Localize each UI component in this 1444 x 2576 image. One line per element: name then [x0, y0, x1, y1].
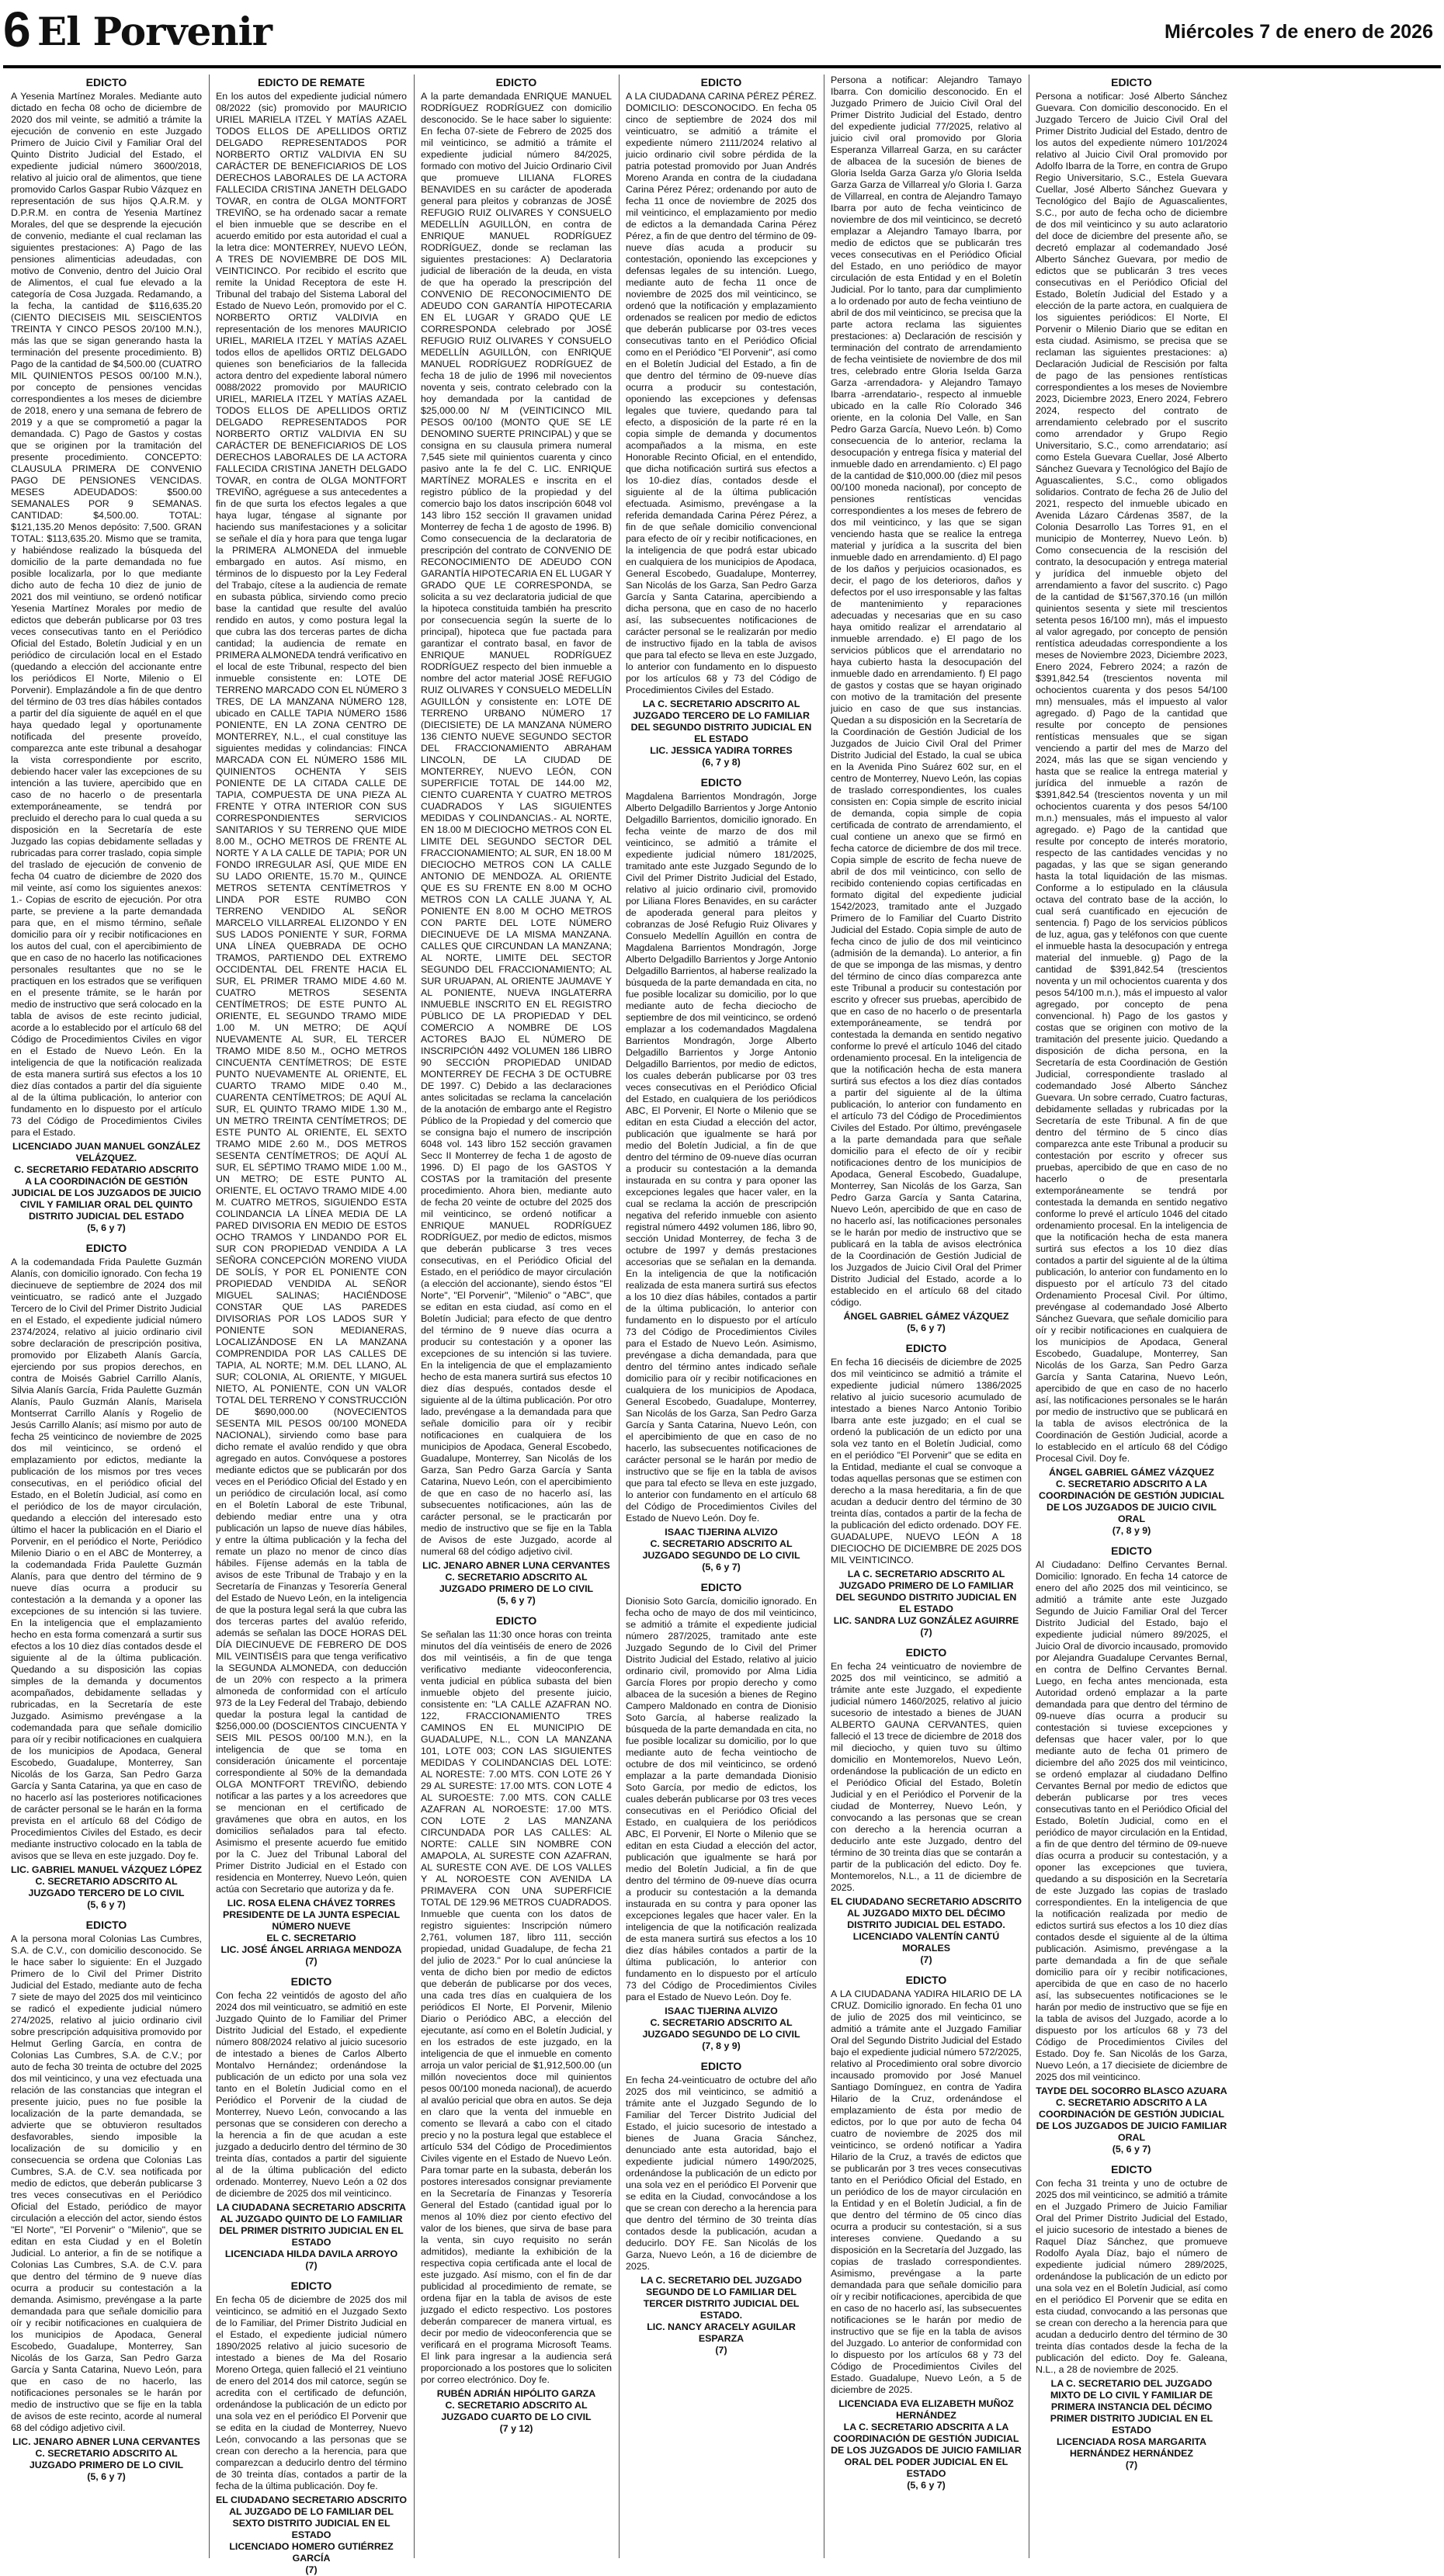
notice-signature: LA C. SECRETARIO ADSCRITO AL JUZGADO PRIMERO DE LO FAMILIAR DEL SEGUNDO DISTRITO JUDICIAL EN EL ESTADO LIC. SANDRA LUZ GONZÁLEZ AGUIRRE: [833, 1569, 1019, 1626]
notice-publication-dates: (5, 6 y 7): [87, 2471, 126, 2482]
notice-body: En fecha 24 veinticuatro de noviembre de 2025 dos mil veinticinco, se admitió a trámite ante este Juzgado, el expediente judicial número 1460/2025, relativo al juicio sucesorio de intestado a bienes de JUAN ALBERTO GAUNA CERVANTES, quien falleció el 13 trece de diciembre de 2018 dos mil dieciocho, y quien tuvo su último domicilio en Montemorelos, Nuevo León, ordenándose la publicación de un edicto en el Periódico Oficial del Estado, Boletín Judicial y en el Periódico el Porvenir de la ciudad de Monterrey, Nuevo León, y convocando a las personas que se crean con derecho a la herencia ocurran a deducirlo ante este Juzgado, dentro del término de 30 treinta días que se contarán a partir de la publicación del edicto. Doy fe. Montemorelos, N.L., a 11 de diciembre de 2025.: [831, 1661, 1022, 1893]
page-number: 6: [3, 2, 31, 57]
legal-notice: [831, 75, 1022, 1334]
notice-heading: EDICTO: [700, 76, 742, 88]
notice-publication-dates: (5, 6 y 7): [87, 1222, 126, 1233]
notice-publication-dates: (7, 8 y 9): [702, 2040, 741, 2051]
column-1: [5, 75, 210, 2558]
legal-notice: [831, 1974, 1022, 2491]
legal-notice: [626, 1581, 817, 2052]
column-3: [415, 75, 620, 2558]
legal-notice: [1036, 2163, 1227, 2471]
notice-signature: LA C. SECRETARIO ADSCRITO AL JUZGADO TERCERO DE LO FAMILIAR DEL SEGUNDO DISTRITO JUDICIAL EN EL ESTADO LIC. JESSICA YADIRA TORRES: [630, 699, 812, 756]
newspaper-name: El Porvenir: [37, 9, 272, 54]
notice-body: Con fecha 22 veintidós de agosto del año 2024 dos mil veinticuatro, se admitió en este Juzgado Quinto de lo Familiar del Primer Distrito Judicial del Estado, el expediente número 808/2024 relativo al juicio sucesorio de intestado a bienes de Carlos Alberto Montalvo Hernández; ordenándose la publicación de un edicto por una sola vez tanto en el Boletín Judicial como en el Periódico el Porvenir de la ciudad de Monterrey, Nuevo León, convocando a las personas que se consideren con derecho a la herencia a fin de que acudan a este juzgado a deducirlo dentro del término de 30 treinta días, contados a partir del siguiente al de la última publicación del edicto ordenado. Monterrey, Nuevo León a 02 dos de diciembre de 2025 dos mil veinticinco.: [216, 1990, 407, 2199]
column-2: [210, 75, 415, 2575]
notice-signature: ISAAC TIJERINA ALVIZO C. SECRETARIO ADSCRITO AL JUZGADO SEGUNDO DE LO CIVIL: [642, 2006, 800, 2040]
notice-body: Se señalan las 11:30 once horas con treinta minutos del día veintiséis de enero de 2026 dos mil veintiséis, a fin de que tenga verificativo mediante videoconferencia, venta judicial en pública subasta del bien inmueble objeto del presente juicio, consistente en: "LA CALLE AZAFRAN NO. 122, FRACCIONAMIENTO TRES CAMINOS EN EL MUNICIPIO DE GUADALUPE, N.L., CON LA MANZANA 101, LOTE 003; CON LAS SIGUIENTES MEDIDAS Y COLINDANCIAS DEL LOTE: AL NORESTE: 7.00 MTS. CON LOTE 26 Y 29 AL SURESTE: 17.00 MTS. CON LOTE 4 AL SUROESTE: 7.00 MTS. CON CALLE AZAFRAN AL NOROESTE: 17.00 MTS. CON LOTE 2 LAS MANZANA CIRCUNDADA POR LAS CALLES: AL NORTE: CALLE SIN NOMBRE CON AMAPOLA, AL SURESTE CON AZAFRAN, AL SURESTE CON AVE. DE LOS VALLES Y AL NOROESTE CON AVENIDA LA PRIMAVERA CON UNA SUPERFICIE TOTAL DE 129.96 METROS CUADRADOS. Inmueble que cuenta con los datos de registro siguientes: Inscripción número 2,761, volumen 187, libro 111, sección propiedad, unidad Guadalupe, de fecha 21 del julio de 2023." Por lo cual anúnciese la venta de dicho bien por medio de edictos que deberán de publicarse por dos veces, una cada tres días en cualquiera de los periódicos El Norte, El Porvenir, Milenio Diario o Periódico ABC, a elección del ejecutante, así como en el Boletín Judicial, y en los estrados de este juzgado, en la inteligencia de que el inmueble en comento arroja un valor pericial de $1,912,500.00 (un millón novecientos doce mil quinientos pesos 00/100 moneda nacional), de acuerdo al avalúo pericial que obra en autos. Se deja en claro que la venta del inmueble en comento se llevará a cabo con el citado precio y no la postura legal que establece el artículo 534 del Código de Procedimientos Civiles vigente en el Estado de Nuevo León. Para tomar parte en la subasta, deberán los postores interesados consignar previamente en la Secretaría de Finanzas y Tesorería General del Estado (cantidad igual por lo menos al 10% diez por ciento efectivo del valor de los bienes, que sirva de base para la venta, sin cuyo requisito no serán admitidos), mediante la exhibición de la respectiva copia certificada ante el local de este juzgado. Así mismo, con el fin de dar publicidad al procedimiento de remate, se ordena fijar en la tabla de avisos de este juzgado el edicto respectivo. Los postores deberán comparecer de manera virtual, es decir por medio de videoconferencia que se verificará en el programa Microsoft Teams. El link para ingresar a la audiencia será proporcionado a los postores que lo soliciten por correo electrónico. Doy fe.: [421, 1629, 612, 2385]
legal-notice: [11, 1242, 202, 1911]
notice-body: En fecha 16 dieciséis de diciembre de 2025 dos mil veinticinco se admitió a trámite el expediente judicial número 1386/2025 relativo al juicio sucesorio acumulado de intestado a bienes Narco Antonio Toribio Ibarra ante este juzgado; en el cual se ordenó la publicación de un edicto por una sola vez tanto en el Boletín Judicial, como en el periódico "El Porvenir" que se edita en la Entidad, mediante el cual se convoque a todas aquellas personas que se estimen con derecho a la masa hereditaria, a fin de que acudan a deducir dentro del término de 30 treinta días, contados a partir de la fecha de la publicación del edicto ordenado. DOY FE. GUADALUPE, NUEVO LEÓN A 18 DIECIOCHO DE DICIEMBRE DE 2025 DOS MIL VEINTICINCO.: [831, 1357, 1022, 1565]
notice-heading: EDICTO: [1111, 2163, 1152, 2176]
notice-body: A la codemandada Frida Paulette Guzmán Alanís, con domicilio ignorado. Con fecha 19 diecinueve de septiembre de 2024 dos mil veinticuatro, se radicó ante el Juzgado Tercero de lo Civil del Primer Distrito Judicial en el Estado, el expediente judicial número 2374/2024, relativo al juicio ordinario civil sobre declaración de prescripción positiva, promovido por Elizabeth Alanís García, ejerciendo por sus propios derechos, en contra de Moisés Gabriel Carrillo Alanís, Silvia Alanís García, Frida Paulette Guzmán Alanís, Paulo Guzmán Alanís, Marisela Montserrat Carrillo Alanís y Rogelio de Jesús Carrillo Alanís; así mismo por auto de fecha 25 veinticinco de noviembre de 2025 dos mil veinticinco, se ordenó el emplazamiento por edictos, mediante la publicación de los mismos por tres veces consecutivas, en el periódico oficial del Estado, en el Boletín Judicial, así como en el periódico de los de mayor circulación, quedando a elección del interesado esto último el hacer la publicación en el Diario el Porvenir, en el periódico el Norte, Periódico Milenio Diario o en el ABC de Monterrey, a la codemandada Frida Paulette Guzmán Alanís, para que dentro del término de 9 nueve días ocurra a producir su contestación a la demanda y a oponer las excepciones de su intención si las tuviere. En la inteligencia que el emplazamiento hecho en esta forma comenzará a surtir sus efectos a los 10 diez días contados desde el siguiente al de la última publicación. Quedando a su disposición las copias simples de la demanda y documentos acompañados, debidamente selladas y rubricadas, en la Secretaría de este Juzgado. Asimismo prevéngase a la codemandada para que señale domicilio para oír y recibir notificaciones en cualquiera de los municipios de Apodaca, General Escobedo, Guadalupe, Monterrey, San Nicolás de los Garza, San Pedro Garza García y Santa Catarina, ya que en caso de no hacerlo así las posteriores notificaciones de carácter personal se le harán en la forma prevista en el artículo 68 del Código de Procedimientos Civiles del Estado, es decir mediante instructivo colocado en la tabla de avisos que se lleva en este juzgado. Doy fe.: [11, 1257, 202, 1861]
masthead-rule: [3, 65, 1441, 68]
legal-notice: [1036, 1545, 1227, 2155]
notice-publication-dates: (5, 6 y 7): [907, 2480, 946, 2491]
notice-body: A Yesenia Martínez Morales. Mediante auto dictado en fecha 08 ocho de diciembre de 2020 dos mil veinte, se admitió a trámite la ejecución de convenio en este Juzgado Primero de Juicio Civil y Familiar Oral del Quinto Distrito Judicial del Estado, el expediente judicial número 3600/2018, relativo al juicio oral de alimentos, que tiene promovido Carlos Gaspar Rubio Vázquez en representación de sus hijos Q.A.R.M. y D.P.R.M. en contra de Yesenia Martínez Morales, del que se desprende la ejecución de convenio, mediante el cual reclaman las siguientes prestaciones: A) Pago de las pensiones alimenticias adeudadas, con motivo de Convenio, dentro del Juicio Oral de Alimentos, el cual fue elevado a la categoría de Cosa Juzgada. Redamando, a la fecha, la cantidad de $116,635.20 (CIENTO DIECISEIS MIL SEISCIENTOS TREINTA Y CINCO PESOS 20/100 M.N.), más las que se sigan generando hasta la terminación del presente procedimiento. B) Pago de la cantidad de $4,500.00 (CUATRO MIL QUINIENTOS PESOS 00/100 M.N.), por concepto de pensiones vencidas correspondientes a los meses de diciembre de 2018, enero y una semana de febrero de 2019 y a que se comprometió a pagar la demandada. C) Pago de Gastos y costas que se originen por la tramitación del presente procedimiento. CONCEPTO: CLAUSULA PRIMERA DE CONVENIO PAGO DE PENSIONES VENCIDAS. MESES ADEUDADOS: $500.00 SEMANALES POR 9 SEMANAS. CANTIDAD: $4,500.00. TOTAL: $121,135.20 Menos depósito: 7,500. GRAN TOTAL: $113,635.20. Mismo que se tramita, y habiéndose realizado la búsqueda del domicilio de la parte demandada no fue posible localizarla, por lo que mediante dicho auto de fecha 10 diez de junio de 2021 dos mil veintiuno, se ordenó notificar Yesenia Martínez Morales por medio de edictos que deberán publicarse por 03 tres veces consecutivas tanto en el Periódico Oficial del Estado, Boletín Judicial y en un periódico de circulación local en el Estado (quedando a elección del accionante entre los periódicos El Norte, Milenio o El Porvenir). Emplazándole a fin de que dentro del término de 03 tres días hábiles contados a partir del día siguiente de aquél en el que haya quedado legal y oportunamente notificada del presente proveído, comparezca ante este tribunal a desahogar la vista correspondiente por escrito, debiendo hacer valer las excepciones de su intención a las tuviere, apercibido que en caso de no hacerlo o de presentarla extemporáneamente, se tendrá por precluido el derecho para lo cual queda a su disposición en la Secretaría de este Juzgado las copias debidamente selladas y rubricadas para correr traslado, copia simple del traslado de ejecución de convenio de fecha 04 cuatro de diciembre de 2020 dos mil veinte, así como los siguientes anexos: 1.- Copias de escrito de ejecución. Por otra parte, se previene a la parte demandada para que, en el mismo término, señale domicilio para oír y recibir notificaciones en los autos del cual, con el apercibimiento de que en caso de no hacerlo las notificaciones personales resultantes que no se le practiquen en los estrados que se verifiquen en el presente trámite, se le harán por medio de instructivo que será colocado en la tabla de avisos de este recinto judicial, acorde a lo establecido por el artículo 68 del Código de Procedimientos Civiles en vigor en el Estado de Nuevo León. En la inteligencia de que la notificación realizada de esta manera surtirá sus efectos a los 10 diez días contados a partir del día siguiente al de la última publicación, lo anterior con fundamento en lo dispuesto por el artículo 73 del Código de Procedimientos Civiles para el Estado.: [11, 91, 202, 1138]
notice-heading: EDICTO: [85, 1919, 127, 1931]
notice-body: Al Ciudadano: Delfino Cervantes Bernal. Domicilio: Ignorado. En fecha 14 catorce de enero del año 2025 dos mil veinticinco, se admitió a trámite ante este Juzgado Segundo de Juicio Familiar Oral del Tercer Distrito Judicial del Estado, bajo el expediente judicial número 89/2025, el Juicio Oral de divorcio incausado, promovido por Alejandra Guadalupe Cervantes Bernal, en contra de Delfino Cervantes Bernal. Luego, en fecha antes mencionada, esta Autoridad ordenó emplazar a la parte demandada para que dentro del término de 09-nueve días ocurra a producir su contestación si tuviese excepciones y defensas que hacer valer, por lo que mediante auto de fecha 01 primero de diciembre del año 2025 dos mil veinticinco, se ordenó emplazar al ciudadano Delfino Cervantes Bernal por medio de edictos que deberán publicarse por tres veces consecutivas tanto en el Periódico Oficial del Estado, Boletín Judicial, como en el periódico de mayor circulación en la Entidad, a fin de que dentro del término de 09-nueve días ocurra a producir su contestación, y a oponer las excepciones que tuviera, quedando a su disposición en la Secretaría de este Juzgado las copias de traslado correspondientes. En la inteligencia de que la notificación realizada por medio de edictos surtirá sus efectos a los 10 diez días contados desde el siguiente al de la última publicación. Asimismo, prevéngase a la parte demandada a fin de que señale domicilio para oír y recibir notificaciones, apercibida de que en caso de no hacerlo así, las subsecuentes notificaciones se le harán por medio de instructivo que se fije en la tabla de avisos del Juzgado, acorde a lo dispuesto por los artículos 68 y 73 del Código de Procedimientos Civiles del Estado. Doy fe. San Nicolás de los Garza, Nuevo León, a 17 diecisiete de diciembre de 2025 dos mil veinticinco.: [1036, 1559, 1227, 2082]
notice-signature: LA CIUDADANA SECRETARIO ADSCRITA AL JUZGADO QUINTO DE LO FAMILIAR DEL PRIMER DISTRITO JUDICIAL EN EL ESTADO LICENCIADA HILDA DAVILA ARROYO: [217, 2202, 406, 2259]
notice-signature: LA C. SECRETARIO DEL JUZGADO MIXTO DE LO CIVIL Y FAMILIAR DE PRIMERA INSTANCIA DEL DÉCIMO PRIMER DISTRITO JUDICIAL EN EL ESTADO LICENCIADA ROSA MARGARITA HERNÁNDEZ HERNÁNDEZ: [1050, 2378, 1213, 2459]
notice-publication-dates: (7): [715, 2345, 727, 2356]
masthead: [0, 0, 1444, 68]
notice-heading: EDICTO: [495, 1614, 537, 1627]
notice-publication-dates: (5, 6 y 7): [497, 1595, 536, 1606]
notice-heading: EDICTO: [1111, 1545, 1152, 1557]
notice-heading: EDICTO: [85, 1242, 127, 1254]
notice-signature: LIC. JENARO ABNER LUNA CERVANTES C. SECRETARIO ADSCRITO AL JUZGADO PRIMERO DE LO CIVIL: [12, 2436, 200, 2470]
notice-columns: [5, 75, 1439, 2575]
notice-publication-dates: (5, 6 y 7): [702, 1562, 741, 1572]
notice-body: Dionisio Soto García, domicilio ignorado. En fecha ocho de mayo de dos mil veinticinco, se admitió a trámite el expediente judicial número 287/2025, tramitado ante este Juzgado Segundo de lo Civil del Primer Distrito Judicial del Estado, relativo al juicio ordinario civil, promovido por Alma Lidia García Flores por propio derecho y como albacea de la sucesión a bienes de Regino Campero Maldonado en contra de Dionisio Soto García, al haberse realizado la búsqueda de la parte demandada en cita, no fue posible localizar su domicilio, por lo que mediante auto de fecha veintiocho de octubre de dos mil veinticinco, se ordenó emplazar a la parte demandada Dionisio Soto García, por medio de edictos, los cuales deberán publicarse por 03 tres veces consecutivas en el Periódico Oficial del Estado, en cualquiera de los periódicos ABC, El Porvenir, El Norte o Milenio que se editan en esta Ciudad a elección del actor, publicación que igualmente se hará por medio del Boletín Judicial, a fin de que dentro del término de 09-nueve días ocurra a producir su contestación a la demanda instaurada en su contra y para oponer las excepciones legales que hacer valer. En la inteligencia de que la notificación realizada de esta manera surtirá sus efectos a los 10 diez días hábiles contados a partir de la última publicación, lo anterior con fundamento en lo dispuesto por el artículo 73 del Código de Procedimientos Civiles para el Estado de Nuevo León. Doy fe.: [626, 1596, 817, 2002]
notice-heading: EDICTO: [905, 1974, 947, 1986]
legal-notice: [216, 2280, 407, 2576]
notice-signature: LIC. GABRIEL MANUEL VÁZQUEZ LÓPEZ C. SECRETARIO ADSCRITO AL JUZGADO TERCERO DE LO CIVIL: [11, 1864, 202, 1898]
column-6: [1029, 75, 1234, 2558]
notice-signature: LA C. SECRETARIO DEL JUZGADO SEGUNDO DE LO FAMILIAR DEL TERCER DISTRITO JUDICIAL DEL ESTADO. LIC. NANCY ARACELY AGUILAR ESPARZA: [640, 2275, 802, 2344]
legal-notice: [626, 776, 817, 1573]
notice-body: A la parte demandada ENRIQUE MANUEL RODRÍGUEZ RODRÍGUEZ con domicilio desconocido. Se le hace saber lo siguiente: En fecha 07-siete de Febrero de 2025 dos mil veinticinco, se admitió a trámite el expediente judicial número 84/2025, formado con motivo del Juicio Ordinario Civil que promueve LILIANA FLORES BENAVIDES en su carácter de apoderada general para pleitos y cobranzas de JOSÉ REFUGIO RUIZ OLIVARES Y CONSUELO MEDELLÍN AGUILLÓN, en contra de ENRIQUE MANUEL RODRÍGUEZ RODRÍGUEZ, donde se reclaman las siguientes prestaciones: A) Declaratoria judicial de liberación de la deuda, en vista de que ha operado la prescripción del CONVENIO DE RECONOCIMIENTO DE ADEUDO CON GARANTÍA HIPOTECARIA EN EL LUGAR Y GRADO QUE LE CORRESPONDA celebrado por JOSÉ REFUGIO RUIZ OLIVARES Y CONSUELO MEDELLÍN AGUILLÓN, con ENRIQUE MANUEL RODRÍGUEZ RODRÍGUEZ de fecha 18 de julio de 1996 mil novecientos noventa y seis, contrato celebrado con la hoy demandada por la cantidad de $25,000.00 N/ M (VEINTICINCO MIL PESOS 00/100 (MONTO QUE SE LE DENOMINO SUERTE PRINCIPAL) y que se consigna en su clausula primera numeral 7,545 siete mil quinientos cuarenta y cinco pasivo ante la fe del C. LIC. ENRIQUE MARTÍNEZ MORALES e inscrita en el registro público de la propiedad y del comercio bajo los datos inscripción 6048 vol 143 libro 152 sección II gravamen unidad Monterrey de fecha 1 de agosto de 1996. B) Como consecuencia de la declaratoria de prescripción del contrato de CONVENIO DE RECONOCIMIENTO DE ADEUDO CON GARANTÍA HIPOTECARIA EN EL LUGAR Y GRADO QUE LE CORRESPONDA, se solicita a su vez declaratoria judicial de que la hipoteca constituida también ha prescrito por consecuencia según la suerte de lo principal), hipoteca que fue pactada para garantizar el contrato basal, en favor de ENRIQUE MANUEL RODRÍGUEZ RODRÍGUEZ respecto del bien inmueble a nombre del actor material JOSÉ REFUGIO RUIZ OLIVARES Y CONSUELO MEDELLÍN AGUILLÓN y consistente en: LOTE DE TERRENO URBANO NÚMERO 17 (DIECISIETE) DE LA MANZANA NÚMERO 136 CIENTO NUEVE SEGUNDO SECTOR DEL FRACCIONAMIENTO ABRAHAM LINCOLN, DE LA CIUDAD DE MONTERREY, NUEVO LEÓN, CON SUPERFICIE TOTAL DE 144.00 M2, CIENTO CUARENTA Y CUATRO METROS CUADRADOS Y LAS SIGUIENTES MEDIDAS Y COLINDANCIAS.- AL NORTE, EN 18.00 M DIECIOCHO METROS CON EL LIMITE DEL SEGUNDO SECTOR DEL FRACCIONAMIENTO; AL SUR, EN 18.00 M DIECIOCHO METROS CON LA CALLE ANTONIO DE MENDOZA. AL ORIENTE QUE ES SU FRENTE EN 8.00 M OCHO METROS CON LA CALLE JUANA Y, AL PONIENTE EN 8.00 M OCHO METROS CON PARTE DEL LOTE NÚMERO DIECINUEVE DE LA MISMA MANZANA. CALLES QUE CIRCUNDAN LA MANZANA; AL NORTE, LIMITE DEL SECTOR SEGUNDO DEL FRACCIONAMIENTO; AL SUR URUAPAN, AL ORIENTE JAUMAVE Y AL PONIENTE, NUEVA INGLATERRA INMUEBLE INSCRITO EN EL REGISTRO PÚBLICO DE LA PROPIEDAD Y DEL COMERCIO A NOMBRE DE LOS ACTORES BAJO EL NÚMERO DE INSCRIPCIÓN 4492 VOLUMEN 186 LIBRO 90 SECCIÓN PROPIEDAD UNIDAD MONTERREY DE FECHA 3 DE OCTUBRE DE 1997. C) Debido a las declaraciones antes solicitadas se reclama la cancelación de la anotación de embargo ante el Registro Público de la Propiedad y del comercio que se consigna bajo el numero de inscripción 6048 vol. 143 libro 152 sección gravamen Secc II Monterrey de fecha 1 de agosto de 1996. D) El pago de los GASTOS Y COSTAS por la tramitación del presente procedimiento. Ahora bien, mediante auto de fecha 20 veinte de octubre del 2025 dos mil veinticinco, se ordenó notificar a ENRIQUE MANUEL RODRÍGUEZ RODRÍGUEZ, por medio de edictos, mismos que deberán publicarse 3 tres veces consecutivas, en el Periódico Oficial del Estado, en el periódico de mayor circulación (a elección del accionante), siendo éstos "El Norte", "El Porvenir", "Milenio" o "ABC", que se editan en esta ciudad, así como en el Boletín Judicial; para efecto de que dentro del término de 9 nueve días ocurra a producir su contestación y a oponer las excepciones de su intención si las tuviere. En la inteligencia de que el emplazamiento hecho de esta manera surtirá sus efectos 10 diez días después, contados desde el siguiente al de la última publicación. Por otro lado, prevéngase a la demandada para que señale domicilio para oír y recibir notificaciones en cualquiera de los municipios de Apodaca, General Escobedo, Guadalupe, Monterrey, San Nicolás de los Garza, San Pedro Garza García y Santa Catarina, Nuevo León, con el apercibimiento de que en caso de no hacerlo así, las subsecuentes notificaciones, aún las de carácter personal, se le practicarán por medio de instructivo que se fije en la Tabla de Avisos de este Juzgado, acorde al numeral 68 del código adjetivo civil.: [421, 91, 612, 1557]
notice-publication-dates: (7): [1125, 2460, 1138, 2470]
notice-publication-dates: (7): [305, 2564, 318, 2575]
notice-body: Magdalena Barrientos Mondragón, Jorge Alberto Delgadillo Barrientos y Jorge Antonio Delgadillo Barrientos, domicilio ignorado. En fecha veinte de marzo de dos mil veinticinco, se admitió a trámite el expediente judicial número 181/2025, tramitado ante este Juzgado Segundo de lo Civil del Primer Distrito Judicial del Estado, relativo al juicio ordinario civil, promovido por Liliana Flores Benavides, en su carácter de apoderada general para pleitos y cobranzas de José Refugio Ruiz Olivares y Consuelo Medellín Aguillón en contra de Magdalena Barrientos Mondragón, Jorge Alberto Delgadillo Barrientos y Jorge Antonio Delgadillo Barrientos, al haberse realizado la búsqueda de la parte demandada en cita, no fue posible localizar su domicilio, por lo que mediante auto de fecha dieciocho de septiembre de dos mil veinticinco, se ordenó emplazar a los codemandados Magdalena Barrientos Mondragón, Jorge Alberto Delgadillo Barrientos y Jorge Antonio Delgadillo Barrientos, por medio de edictos, los cuales deberán publicarse por 03 tres veces consecutivas en el Periódico Oficial del Estado, en cualquiera de los periódicos ABC, El Porvenir, El Norte o Milenio que se editan en esta Ciudad a elección del actor, publicación que igualmente se hará por medio del Boletín Judicial, a fin de que dentro del término de 09-nueve días ocurran a producir su contestación a la demanda instaurada en su contra y para oponer las excepciones legales que hacer valer, en la cual se reclama la acción de prescripción negativa del referido inmueble con asiento registral número 4492 volumen 186, libro 90, sección Unidad Monterrey, de fecha 3 de octubre de 1997 y demás prestaciones accesorias que se señalan en la demanda. En la inteligencia de que la notificación realizada de esta manera surtirá sus efectos a los 10 diez días hábiles, contados a partir de la última publicación, lo anterior con fundamento en lo dispuesto por el artículo 73 del Código de Procedimientos Civiles para el Estado de Nuevo León. Asimismo, prevéngase a dicha demandada, para que dentro del término antes indicado señale domicilio para oír y recibir notificaciones en cualquiera de los municipios de Apodaca, General Escobedo, Guadalupe, Monterrey, San Nicolás de los Garza, San Pedro Garza García y Santa Catarina, Nuevo León, con el apercibimiento de que en caso de no hacerlo, las subsecuentes notificaciones de carácter personal se le harán por medio de instructivo que se fije en la tabla de avisos que para tal efecto se lleva en este juzgado, lo anterior con fundamento en el artículo 68 del Código de Procedimientos Civiles del Estado de Nuevo León. Doy fe.: [626, 791, 817, 1524]
notice-signature: ÁNGEL GABRIEL GÁMEZ VÁZQUEZ: [843, 1311, 1009, 1322]
notice-publication-dates: (6, 7 y 8): [702, 757, 741, 768]
notice-signature: EL CIUDADANO SECRETARIO ADSCRITO AL JUZGADO MIXTO DEL DÉCIMO DISTRITO JUDICIAL DEL ESTADO. LICENCIADO VALENTÍN CANTÚ MORALES: [831, 1896, 1022, 1954]
legal-notice: [831, 1646, 1022, 1966]
notice-body: A la persona moral Colonias Las Cumbres, S.A. de C.V., con domicilio desconocido. Se le hace saber lo siguiente: En el Juzgado Primero de lo Civil del Primer Distrito Judicial del Estado, mediante auto de fecha 7 siete de mayo del 2025 dos mil veinticinco se radicó el expediente judicial número 274/2025, relativo al juicio ordinario civil sobre prescripción adquisitiva promovido por Helmut Gerling García, en contra de Colonias Las Cumbres, S.A. de C.V.; por auto de fecha 30 treinta de octubre del 2025 dos mil veinticinco, y una vez efectuada una relación de las constancias que integran el presente juicio, pues no fue posible la localización de la parte demandada, se advierte que se obtuvieron resultados desfavorables, siendo imposible la localización de su domicilio y en consecuencia se ordena que Colonias Las Cumbres, S.A. de C.V. sea notificada por medio de edictos, que deberán publicarse 3 tres veces consecutivas en el Periódico Oficial del Estado, periódico de mayor circulación a elección del actor, siendo éstos "El Norte", "El Porvenir" o "Milenio", que se editan en esta Ciudad y en el Boletín Judicial. Lo anterior, a fin de se notifique a Colonias Las Cumbres, S.A. de C.V. para que dentro del término de 9 nueve días ocurra a producir su contestación a la demanda. Asimismo, prevéngase a la parte demandada para que señale domicilio para oír y recibir notificaciones en cualquiera de los municipios de Apodaca, General Escobedo, Guadalupe, Monterrey, San Nicolás de los Garza, San Pedro Garza García y Santa Catarina, Nuevo León, para que en caso de no hacerlo, las notificaciones personales se le harán por medio de instructivo que se fije en la tabla de avisos de este recinto, acorde al numeral 68 del código adjetivo civil.: [11, 1933, 202, 2433]
legal-notice: [831, 1342, 1022, 1638]
notice-heading: EDICTO: [290, 1975, 332, 1988]
notice-signature: TAYDE DEL SOCORRO BLASCO AZUARA C. SECRETARIO ADSCRITO A LA COORDINACIÓN DE GESTIÓN JUDICIAL DE LOS JUZGADOS DE JUICIO FAMILIAR ORAL: [1036, 2085, 1227, 2143]
notice-body: Persona a notificar: Alejandro Tamayo Ibarra. Con domicilio desconocido. En el Juzgado Primero de Juicio Civil Oral del Primer Distrito Judicial del Estado, dentro del expediente judicial 77/2025, relativo al juicio civil oral promovido por Gloria Esperanza Villarreal Garza, en su carácter de albacea de la sucesión de bienes de Gloria Iselda Garza Garza y/o Gloria Iselda Garza Garza de Villarreal y/o Gloria I. Garza de Villarreal, en contra de Alejandro Tamayo Ibarra por auto de fecha veinticinco de noviembre de dos mil veinticinco, se decretó emplazar a Alejandro Tamayo Ibarra, por medio de edictos que se publicarán tres veces consecutivas en el Periódico Oficial del Estado, en uno periódico de mayor circulación de esta Entidad y en el Boletín Judicial. Por lo tanto, para dar cumplimiento a lo ordenado por auto de fecha veintiuno de abril de dos mil veinticinco, se precisa que la parte actora reclama las siguientes prestaciones: a) Declaración de rescisión y terminación del contrato de arrendamiento de fecha veintisiete de noviembre de dos mil tres, celebrado entre Gloria Iselda Garza Garza -arrendadora- y Alejandro Tamayo Ibarra -arrendatario-, respecto al inmueble ubicado en la calle Río Colorado 346 oriente, en la colonia Del Valle, en San Pedro Garza García, Nuevo León. b) Como consecuencia de lo anterior, reclama la desocupación y entrega física y material del inmueble dado en arrendamiento. c) El pago de la cantidad de $10,000.00 (diez mil pesos 00/100 moneda nacional), por concepto de pensiones rentísticas vencidas correspondientes a los meses de febrero de dos mil veinticinco, y las que se sigan venciendo hasta que se realice la entrega material y jurídica a la suscrita del bien inmueble dado en arrendamiento. d) El pago de los daños y perjuicios ocasionados, es decir, el pago de los deterioros, daños y defectos por el uso irresponsable y las faltas de mantenimiento y reparaciones adecuadas y necesarias que en su caso haya omitido realizar el arrendatario al inmueble arrendado. e) El pago de los servicios públicos que el arrendatario no haya cubierto hasta la desocupación del inmueble dado en arrendamiento. f) El pago de gastos y costas que se hayan originado con motivo de la tramitación del presente juicio en caso de que sus instancias. Quedan a su disposición en la Secretaría de la Coordinación de Gestión Judicial de los Juzgados de Juicio Civil Oral del Primer Distrito Judicial del Estado, la cual se ubica en la Avenida Pino Suárez 602 sur, en el centro de Monterrey, Nuevo León, las copias de traslado correspondientes, los cuales consisten en: Copia simple de escrito inicial de demanda, copia simple de copia certificada de contrato de arrendamiento, el cual contiene un anexo que se firmó en fecha catorce de diciembre de dos mil trece. Copia simple de escrito de fecha nueve de abril de dos mil veinticinco, con sello de recibido conteniendo copias certificadas en formato digital del expediente judicial 1542/2023, tramitado ante el Juzgado Primero de lo Familiar del Cuarto Distrito Judicial del Estado. Copia simple de auto de fecha cinco de julio de dos mil veinticinco (admisión de la demanda). Lo anterior, a fin de que se imponga de las mismas, y dentro del término de cinco días comparezca ante este Tribunal a producir su contestación por escrito y ofrecer sus pruebas, apercibido de que en caso de no hacerlo o de presentarla extemporáneamente, se tendrá por contestada la demanda en sentido negativo conforme lo prevé el artículo 1046 del citado ordenamiento procesal. En la inteligencia de que la notificación hecha de esta manera surtirá sus efectos a los diez días contados a partir del siguiente al de la última publicación, lo anterior con fundamento en el artículo 73 del Código de Procedimientos Civiles del Estado. Por último, prevéngasele a la parte demandada para que señale domicilio para el efecto de oír y recibir notificaciones dentro de los municipios de Apodaca, General Escobedo, Guadalupe, Monterrey, San Nicolás de los Garza, San Pedro Garza García y Santa Catarina, Nuevo León, apercibido de que en caso de no hacerlo así, las notificaciones personales se le harán por medio de instructivo que se publicará en la tabla de avisos electrónica de la Coordinación de Gestión Judicial de los Juzgados de Juicio Civil Oral del Primer Distrito Judicial del Estado, acorde a lo establecido en el artículo 68 del citado código.: [831, 75, 1022, 1308]
notice-publication-dates: (5, 6 y 7): [907, 1323, 946, 1333]
notice-body: A LA CIUDADANA YADIRA HILARIO DE LA CRUZ. Domicilio ignorado. En fecha 01 uno de julio de 2025 dos mil veinticinco, se admitió a trámite ante el Juzgado Familiar Oral del Segundo Distrito Judicial del Estado bajo el expediente judicial número 572/2025, relativo al Procedimiento oral sobre divorcio incausado promovido por José Manuel Santiago Domínguez, en contra de Yadira Hilario de la Cruz, ordenándose el emplazamiento de ésta por medio de edictos, por lo que por auto de fecha 04 cuatro de noviembre de 2025 dos mil veinticinco, se ordenó notificar a Yadira Hilario de la Cruz, a través de edictos que se publicarán por 3 tres veces consecutivas tanto en el Periódico Oficial del Estado, en un periódico de los de mayor circulación en la Entidad y en el Boletín Judicial, a fin de que dentro del término de 05 cinco días ocurra a producir su contestación, si a sus intereses conviene. Quedando a su disposición en la Secretaría del Juzgado, las copias de traslado correspondientes. Asimismo, prevéngase a la parte demandada para que señale domicilio para oír y recibir notificaciones, apercibida de que en caso de no hacerlo así, las subsecuentes notificaciones se le harán por medio de instructivo que se fije en la tabla de avisos del Juzgado. Lo anterior de conformidad con lo dispuesto por los artículos 68 y 73 del Código de Procedimientos Civiles del Estado. Guadalupe, Nuevo León, a 5 de diciembre de 2025.: [831, 1988, 1022, 2395]
column-4: [620, 75, 824, 2558]
notice-signature: ISAAC TIJERINA ALVIZO C. SECRETARIO ADSCRITO AL JUZGADO SEGUNDO DE LO CIVIL: [642, 1527, 800, 1561]
notice-heading: EDICTO: [700, 1581, 742, 1593]
notice-heading: EDICTO: [905, 1646, 947, 1659]
notice-heading: EDICTO DE REMATE: [258, 76, 365, 88]
legal-notice: [1036, 76, 1227, 1537]
notice-publication-dates: (7): [920, 1627, 932, 1638]
notice-publication-dates: (7): [305, 2260, 318, 2271]
notice-signature: RUBÉN ADRIÁN HIPÓLITO GARZA C. SECRETARIO ADSCRITO AL JUZGADO CUARTO DE LO CIVIL: [436, 2388, 596, 2422]
notice-publication-dates: (7 y 12): [499, 2423, 533, 2434]
legal-notice: [421, 76, 612, 1607]
notice-publication-dates: (5, 6 y 7): [1112, 2144, 1151, 2155]
legal-notice: [421, 1614, 612, 2435]
notice-heading: EDICTO: [85, 76, 127, 88]
notice-body: A LA CIUDADANA CARINA PÉREZ PÉREZ. DOMICILIO: DESCONOCIDO. En fecha 05 cinco de septiembre de 2024 dos mil veinticuatro, se admitió a trámite el expediente número 2111/2024 relativo al juicio ordinario civil sobre pérdida de la patria potestad promovido por Juan Andrés Moreno Aranda en contra de la ciudadana Carina Pérez Pérez; ordenando por auto de fecha 11 once de noviembre de 2025 dos mil veinticinco, el emplazamiento por medio de edictos a la demandada Carina Pérez Pérez, a fin de que dentro del término de 09-nueve días acuda a producir su contestación, oponiendo las excepciones y defensas legales de su intención. Luego, mediante auto de fecha 11 once de noviembre de 2025 dos mil veinticinco, se ordenó que la notificación y emplazamiento ordenados se realicen por medio de edictos que deberán publicarse por 03-tres veces consecutivas tanto en el Periódico Oficial como en el Periódico "El Porvenir", así como en el Boletín Judicial del Estado, a fin de que dentro del término de 09-nueve días ocurra a producir su contestación, oponiendo las excepciones y defensas legales que tuviere, quedando para tal efecto, a disposición de la parte ré en la copia simple de demanda y documentos acompañados a la misma, en este Honorable Recinto Oficial, en el entendido, que dicha notificación surtirá sus efectos a los 10-diez días, contados desde el siguiente al de la última publicación efectuada. Asimismo, prevéngase a la referida demandada Carina Pérez Pérez, a fin de que señale domicilio convencional para efecto de oír y recibir notificaciones, en la inteligencia de que podrá estar ubicado en cualquiera de los municipios de Apodaca, General Escobedo, Guadalupe, Monterrey, San Nicolás de los Garza, San Pedro Garza García y Santa Catarina, apercibiendo a dicha persona, que en caso de no hacerlo así, las subsecuentes notificaciones de carácter personal se le realizarán por medio de instructivo fijado en la tabla de avisos que para tal efecto se lleva en este Juzgado, lo anterior con fundamento en lo dispuesto por los artículos 68 y 73 del Código de Procedimientos Civiles del Estado.: [626, 91, 817, 695]
column-5: [824, 75, 1029, 2558]
notice-heading: EDICTO: [1111, 76, 1152, 88]
legal-notice: [11, 76, 202, 1234]
legal-notice: [216, 1975, 407, 2272]
notice-heading: EDICTO: [700, 776, 742, 789]
notice-signature: LICENCIADO JUAN MANUEL GONZÁLEZ VELÁZQUEZ. C. SECRETARIO FEDATARIO ADSCRITO A LA COORDINACIÓN DE GESTIÓN JUDICIAL DE LOS JUZGADOS DE JUICIO CIVIL Y FAMILIAR ORAL DEL QUINTO DISTRITO JUDICIAL DEL ESTADO: [11, 1141, 202, 1222]
notice-signature: LIC. ROSA ELENA CHÁVEZ TORRES PRESIDENTE DE LA JUNTA ESPECIAL NÚMERO NUEVE EL C. SECRETARIO LIC. JOSÉ ÁNGEL ARRIAGA MENDOZA: [220, 1898, 402, 1955]
notice-body: En los autos del expediente judicial número 08/2022 (sic) promovido por MAURICIO URIEL MARIELA ITZEL Y MATÍAS AZAEL TODOS ELLOS DE APELLIDOS ORTIZ DELGADO REPRESENTADOS POR NORBERTO ORTIZ VALDIVIA EN SU CARÁCTER DE BENEFICIARIOS DE LOS DERECHOS LABORALES DE LA ACTORA FALLECIDA CRISTINA JANETH DELGADO TOVAR, en contra de OLGA MONTFORT TREVIÑO, se ha ordenado sacar a remate el bien inmueble que se describe en el acuerdo emitido por esta autoridad el cual a la letra dice: MONTERREY, NUEVO LEÓN, A TRES DE NOVIEMBRE DE DOS MIL VEINTICINCO. Por recibido el escrito que remite la Unidad Receptora de este H. Tribunal del trabajo del Sistema Laboral del Estado de Nuevo León, promovido por el C. NORBERTO ORTIZ VALDIVIA en representación de los menores MAURICIO URIEL, MARIELA ITZEL Y MATÍAS AZAEL todos ellos de apellidos ORTIZ DELGADO quienes son beneficiarios de la fallecida actora dentro del expediente laboral número 0088/2022 promovido por MAURICIO URIEL, MARIELA ITZEL Y MATÍAS AZAEL TODOS ELLOS DE APELLIDOS ORTIZ DELGADO REPRESENTADOS POR NORBERTO ORTIZ VALDIVIA EN SU CARÁCTER DE BENEFICIARIOS DE LOS DERECHOS LABORALES DE LA ACTORA FALLECIDA CRISTINA JANETH DELGADO TOVAR, en contra de OLGA MONTFORT TREVIÑO, agréguese a sus antecedentes a fin de que surta los efectos legales a que haya lugar, téngase al signante por haciendo sus manifestaciones y a solicitar se señale el día y hora para que tenga lugar la PRIMERA ALMONEDA del inmueble embargado en autos. Así mismo, en términos de lo dispuesto por la Ley Federal del Trabajo, cítese a la audiencia de remate en subasta pública, sirviendo como precio base la cantidad que resulte del avalúo rendido en autos, y como postura legal la que cubra las dos terceras partes de dicha cantidad; la audiencia de remate en PRIMERA ALMONEDA tendrá verificativo en el local de este Tribunal, respecto del bien inmueble consistente en: LOTE DE TERRENO MARCADO CON EL NÚMERO 3 TRES, DE LA MANZANA NÚMERO 128, ubicado en CALLE TAPIA NÚMERO 1586 PONIENTE, EN LA ZONA CENTRO DE MONTERREY, N.L., el cual constituye las siguientes medidas y colindancias: FINCA MARCADA CON EL NÚMERO 1586 MIL QUINIENTOS OCHENTA Y SEIS PONIENTE DE LA CITADA CALLE DE TAPIA, COMPUESTA DE UNA PIEZA AL FRENTE Y OTRA INTERIOR CON SUS CORRESPONDIENTES SERVICIOS SANITARIOS Y SU TERRENO QUE MIDE 8.00 M., OCHO METROS DE FRENTE AL NORTE Y A LA CALLE DE TAPIA; POR UN FONDO IRREGULAR ASÍ, QUE MIDE EN SU LADO ORIENTE, 15.70 M., QUINCE METROS SETENTA CENTÍMETROS Y LINDA POR ESTE RUMBO CON TERRENO VENDIDO AL SEÑOR MARCELO VILLARREAL ELIZONDO Y EN SUS LADOS PONIENTE Y SUR, FORMA UNA LÍNEA QUEBRADA DE OCHO TRAMOS, PARTIENDO DEL EXTREMO OCCIDENTAL DEL FRENTE HACIA EL SUR, EL PRIMER TRAMO MIDE 4.60 M. CUATRO METROS SESENTA CENTÍMETROS; DE ESTE PUNTO AL ORIENTE, EL SEGUNDO TRAMO MIDE 1.00 M. UN METRO; DE AQUÍ NUEVAMENTE AL SUR, EL TERCER TRAMO MIDE 8.50 M., OCHO METROS CINCUENTA CENTÍMETROS; DE ESTE PUNTO NUEVAMENTE AL ORIENTE, EL CUARTO TRAMO MIDE 0.40 M., CUARENTA CENTÍMETROS; DE AQUÍ AL SUR, EL QUINTO TRAMO MIDE 1.30 M., UN METRO TREINTA CENTÍMETROS; DE ESTE PUNTO AL ORIENTE, EL SEXTO TRAMO MIDE 2.60 M., DOS METROS SESENTA CENTÍMETROS; DE AQUÍ AL SUR, EL SÉPTIMO TRAMO MIDE 1.00 M., UN METRO; DE ESTE PUNTO AL ORIENTE, EL OCTAVO TRAMO MIDE 4.00 M. CUATRO METROS, SIGUIENDO ESTA COLINDANCIA LA LÍNEA MEDIA DE LA PARED DIVISORIA EN MEDIO DE ESTOS OCHO TRAMOS Y LINDANDO POR EL SUR CON PROPIEDAD VENDIDA A LA SEÑORA CONCEPCIÓN MORENO VIUDA DE SOLÍS, Y POR EL PONIENTE CON PROPIEDAD VENDIDA AL SEÑOR MIGUEL SALINAS; HACIÉNDOSE CONSTAR QUE LAS PAREDES DIVISORIAS POR LOS LADOS SUR Y PONIENTE SON MEDIANERAS, LOCALIZÁNDOSE EN LA MANZANA COMPRENDIDA POR LAS CALLES DE TAPIA, AL NORTE; M.M. DEL LLANO, AL SUR; COLONIA, AL ORIENTE, Y MIGUEL NIETO, AL PONIENTE, CON UN VALOR TOTAL DEL TERRENO Y CONSTRUCCIÓN DE $690,000.00 (NOVECIENTOS SESENTA MIL PESOS 00/100 MONEDA NACIONAL), sirviendo como base para dicho remate el avalúo rendido y que obra agregado en autos. Convóquese a postores mediante edictos que se publicarán por dos veces en el Periódico Oficial del Estado y en un periódico de circulación local, así como en el Boletín Laboral de este Tribunal, debiendo mediar entre una y otra publicación un lapso de nueve días hábiles, y entre la última publicación y la fecha del remate un plazo no menor de cinco días hábiles. Fíjense además en la tabla de avisos de este Tribunal de Trabajo y en la Secretaría de Finanzas y Tesorería General del Estado de Nuevo León, en la inteligencia de que la postura legal será la que cubra las dos terceras partes del avalúo referido, además se señalan las DOCE HORAS DEL DÍA DIECINUEVE DE FEBRERO DE DOS MIL VEINTISÉIS para que tenga verificativo la SEGUNDA ALMONEDA, con deducción de un 20% con respecto a la primera almoneda de conformidad con el artículo 973 de la Ley Federal del Trabajo, debiendo quedar la postura legal la cantidad de $256,000.00 (DOSCIENTOS CINCUENTA Y SEIS MIL PESOS 00/100 M.N.), en la inteligencia de que se toma en consideración únicamente el porcentaje correspondiente al 50% de la demandada OLGA MONTFORT TREVIÑO, debiendo notificar a las partes y a los acreedores que se mencionan en el certificado de gravámenes que obra en autos, en los domicilios señalados para tal efecto. Asimismo el presente acuerdo fue emitido por la C. Juez del Tribunal Laboral del Primer Distrito Judicial en el Estado con residencia en Monterrey, Nuevo León, quien actúa con Secretario que autoriza y da fe.: [216, 91, 407, 1895]
notice-signature: EL CIUDADANO SECRETARIO ADSCRITO AL JUZGADO DE LO FAMILIAR DEL SEXTO DISTRITO JUDICIAL EN EL ESTADO LICENCIADO HOMERO GUTIÉRREZ GARCÍA: [216, 2495, 407, 2564]
notice-heading: EDICTO: [905, 1342, 947, 1354]
notice-signature: LICENCIADA EVA ELIZABETH MUÑOZ HERNÁNDEZ LA C. SECRETARIO ADSCRITA A LA COORDINACIÓN DE GESTIÓN JUDICIAL DE LOS JUZGADOS DE JUICIO FAMILIAR ORAL DEL PODER JUDICIAL EN EL ESTADO: [831, 2398, 1022, 2479]
notice-heading: EDICTO: [700, 2060, 742, 2072]
notice-publication-dates: (7): [920, 1954, 932, 1965]
notice-body: En fecha 05 de diciembre de 2025 dos mil veinticinco, se admitió en el Juzgado Sexto de lo Familiar, del Primer Distrito Judicial en el Estado, el expediente judicial número 1890/2025 relativo al juicio sucesorio de intestado a bienes de Ma del Rosario Moreno Ortega, quien falleció el 21 veintiuno de enero del 2014 dos mil catorce, según se acredita con el certificado de defunción, ordenándose la publicación de un edicto por una sola vez en el periódico El Porvenir que se edita en la ciudad de Monterrey, Nuevo León, convocando a las personas que se crean con derecho a la herencia, para que comparezcan a deducirlo dentro del término de 30 treinta días, contados a partir de la fecha de la última publicación. Doy fe.: [216, 2294, 407, 2491]
legal-notice: [216, 76, 407, 1968]
notice-heading: EDICTO: [290, 2280, 332, 2292]
issue-date: Miércoles 7 de enero de 2026: [1164, 21, 1433, 43]
notice-body: Con fecha 31 treinta y uno de octubre de 2025 dos mil veinticinco, se admitió a trámite en el Juzgado Primero de Juicio Familiar Oral del Primer Distrito Judicial del Estado, el juicio sucesorio de intestado a bienes de Raquel Díaz Sánchez, que promueve Rodolfo Ayala Díaz, bajo el número de expediente judicial número 289/2025, ordenándose la publicación de un edicto por una sola vez en el Boletín Judicial, así como en el periódico El Porvenir que se edita en esta ciudad, convocando a las personas que se crean con derecho a la herencia para que acudan a deducirlo dentro del término de 30 treinta días contados desde la fecha de la publicación del edicto. Doy fe. Galeana, N.L., a 28 de noviembre de 2025.: [1036, 2178, 1227, 2375]
notice-body: Persona a notificar: José Alberto Sánchez Guevara. Con domicilio desconocido. En el Juzgado Tercero de Juicio Civil Oral del Primer Distrito Judicial del Estado, dentro de los autos del expediente número 101/2024 relativo al Juicio Civil Oral promovido por Adolfo Ibarra de la Torre, en contra de Grupo Regio Universitario, S.C., Estela Guevara Cuellar, José Alberto Sánchez Guevara y Tecnológico del Bajío de Aguascalientes, S.C., por auto de fecha ocho de diciembre de dos mil veinticinco y su auto aclaratorio del doce de diciembre del presente año, se decretó emplazar al codemandado José Alberto Sánchez Guevara, por medio de edictos que se publicarán 3 tres veces consecutivas en el Periódico Oficial del Estado, Boletín Judicial del Estado y a elección de la parte actora, en cualquiera de los siguientes periódicos: El Norte, El Porvenir o Milenio Diario que se editan en esta ciudad. Asimismo, se precisa que se reclaman las siguientes prestaciones: a) Declaración Judicial de Rescisión por falta de pago de las pensiones rentísticas correspondientes a los meses de Noviembre 2023, Diciembre 2023, Enero 2024, Febrero 2024, respecto del contrato de arrendamiento celebrado por el suscrito como arrendador y Grupo Regio Universitario, S.C., como arrendatario; así como Estela Guevara Cuellar, José Alberto Sánchez Guevara y Tecnológico del Bajío de Aguascalientes, S.C., como obligados solidarios. Contrato de fecha 26 de Julio del 2021, respecto del inmueble ubicado en Avenida Lázaro Cárdenas 3587, de la Colonia Desarrollo Las Torres 91, en el municipio de Monterrey, Nuevo León. b) Como consecuencia de la rescisión del contrato, la desocupación y entrega material y jurídica del inmueble objeto del arrendamiento a favor del suscrito. c) Pago de la cantidad de $1'567,370.16 (un millón quinientos sesenta y siete mil trescientos setenta pesos 16/100 mn), más el impuesto al valor agregado, por concepto de pensión rentística adeudadas correspondiente a los meses de Noviembre 2023, Diciembre 2023, Enero 2024, Febrero 2024; a razón de $391,842.54 (trescientos noventa mil ochocientos cuarenta y dos pesos 54/100 mn) mensuales, más el impuesto al valor agregado. d) Pago de la cantidad que resulte por concepto de pensiones rentísticas mensuales que se sigan venciendo a partir del mes de Marzo del 2024, más las que se sigan venciendo y hasta que se realice la entrega material y jurídica del inmueble a razón de $391,842.54 (trescientos noventa y un mil ochocientos cuarenta y dos pesos 54/100 m.n.) mensuales, más el impuesto al valor agregado. e) Pago de la cantidad que resulte por concepto de interés moratorio, respecto de las cantidades vencidas y no pagadas, y las que se sigan generando hasta la total liquidación de las mismas. Conforme a lo estipulado en la cláusula octava del contrato base de la acción, lo cual será cuantificado en ejecución de sentencia. f) Pago de los servicios públicos de luz, agua, gas y teléfonos con que cuente el inmueble hasta la desocupación y entrega material del inmueble. g) Pago de la cantidad de $391,842.54 (trescientos noventa y un mil ochocientos cuarenta y dos pesos 54/100 m.n.), más el impuesto al valor agregado, por concepto de pena convencional. h) Pago de los gastos y costas que se originen con motivo de la tramitación del presente juicio. Quedando a disposición de dicha persona, en la Secretaría de esta Coordinación de Gestión Judicial, correspondiente traslado al codemandado José Alberto Sánchez Guevara. Un sobre cerrado, Cuatro facturas, debidamente selladas y rubricadas por la Secretaría de este Tribunal. A fin de que dentro del término de 5 cinco días comparezca ante este Tribunal a producir su contestación por escrito y ofrecer sus pruebas, apercibido de que en caso de no hacerlo o de presentarla extemporáneamente se tendrá por contestada la demanda en sentido negativo conforme lo prevé el artículo 1046 del citado ordenamiento procesal. En la inteligencia de que la notificación hecha de esta manera surtirá sus efectos a los 10 diez días contados a partir del siguiente al de la última publicación, lo anterior con fundamento en lo dispuesto por el artículo 73 del citado Ordenamiento Procesal Civil. Por último, prevéngase al codemandado José Alberto Sánchez Guevara, que señale domicilio para oír y recibir notificaciones en cualquiera de los municipios de Apodaca, General Escobedo, Guadalupe, Monterrey, San Nicolás de los Garza, San Pedro Garza García y Santa Catarina, Nuevo León, apercibido de que en caso de no hacerlo así, las notificaciones personales se le harán por medio de instructivo que se publicará en la tabla de avisos electrónica de la Coordinación de Gestión Judicial, acorde a lo establecido en el artículo 68 del Código Procesal Civil. Doy fe.: [1036, 91, 1227, 1464]
notice-signature: ÁNGEL GABRIEL GÁMEZ VÁZQUEZ C. SECRETARIO ADSCRITO A LA COORDINACIÓN DE GESTIÓN JUDICIAL DE LOS JUZGADOS DE JUICIO CIVIL ORAL: [1039, 1467, 1224, 1524]
notice-publication-dates: (7, 8 y 9): [1112, 1525, 1151, 1536]
legal-notice: [626, 76, 817, 768]
legal-notice: [626, 2060, 817, 2356]
notice-signature: LIC. JENARO ABNER LUNA CERVANTES C. SECRETARIO ADSCRITO AL JUZGADO PRIMERO DE LO CIVIL: [422, 1560, 610, 1594]
notice-body: En fecha 24-veinticuatro de octubre del año 2025 dos mil veinticinco, se admitió a trámite ante el Juzgado Segundo de lo Familiar del Tercer Distrito Judicial del Estado, el juicio sucesorio de intestado a bienes de Juana Gracia Sánchez, denunciado ante esta autoridad, bajo el expediente judicial número 1490/2025, ordenándose la publicación de un edicto por una sola vez en el periódico El Porvenir que se edita en la Ciudad, convocándose a los que se crean con derecho a la herencia para que dentro del término de 30 treinta días contados desde la publicación, acudan a deducirlo. DOY FE. San Nicolás de los Garza, Nuevo León, a 16 de diciembre de 2025.: [626, 2075, 817, 2272]
notice-heading: EDICTO: [495, 76, 537, 88]
legal-notice: [11, 1919, 202, 2483]
notice-publication-dates: (5, 6 y 7): [87, 1899, 126, 1910]
notice-publication-dates: (7): [305, 1956, 318, 1967]
